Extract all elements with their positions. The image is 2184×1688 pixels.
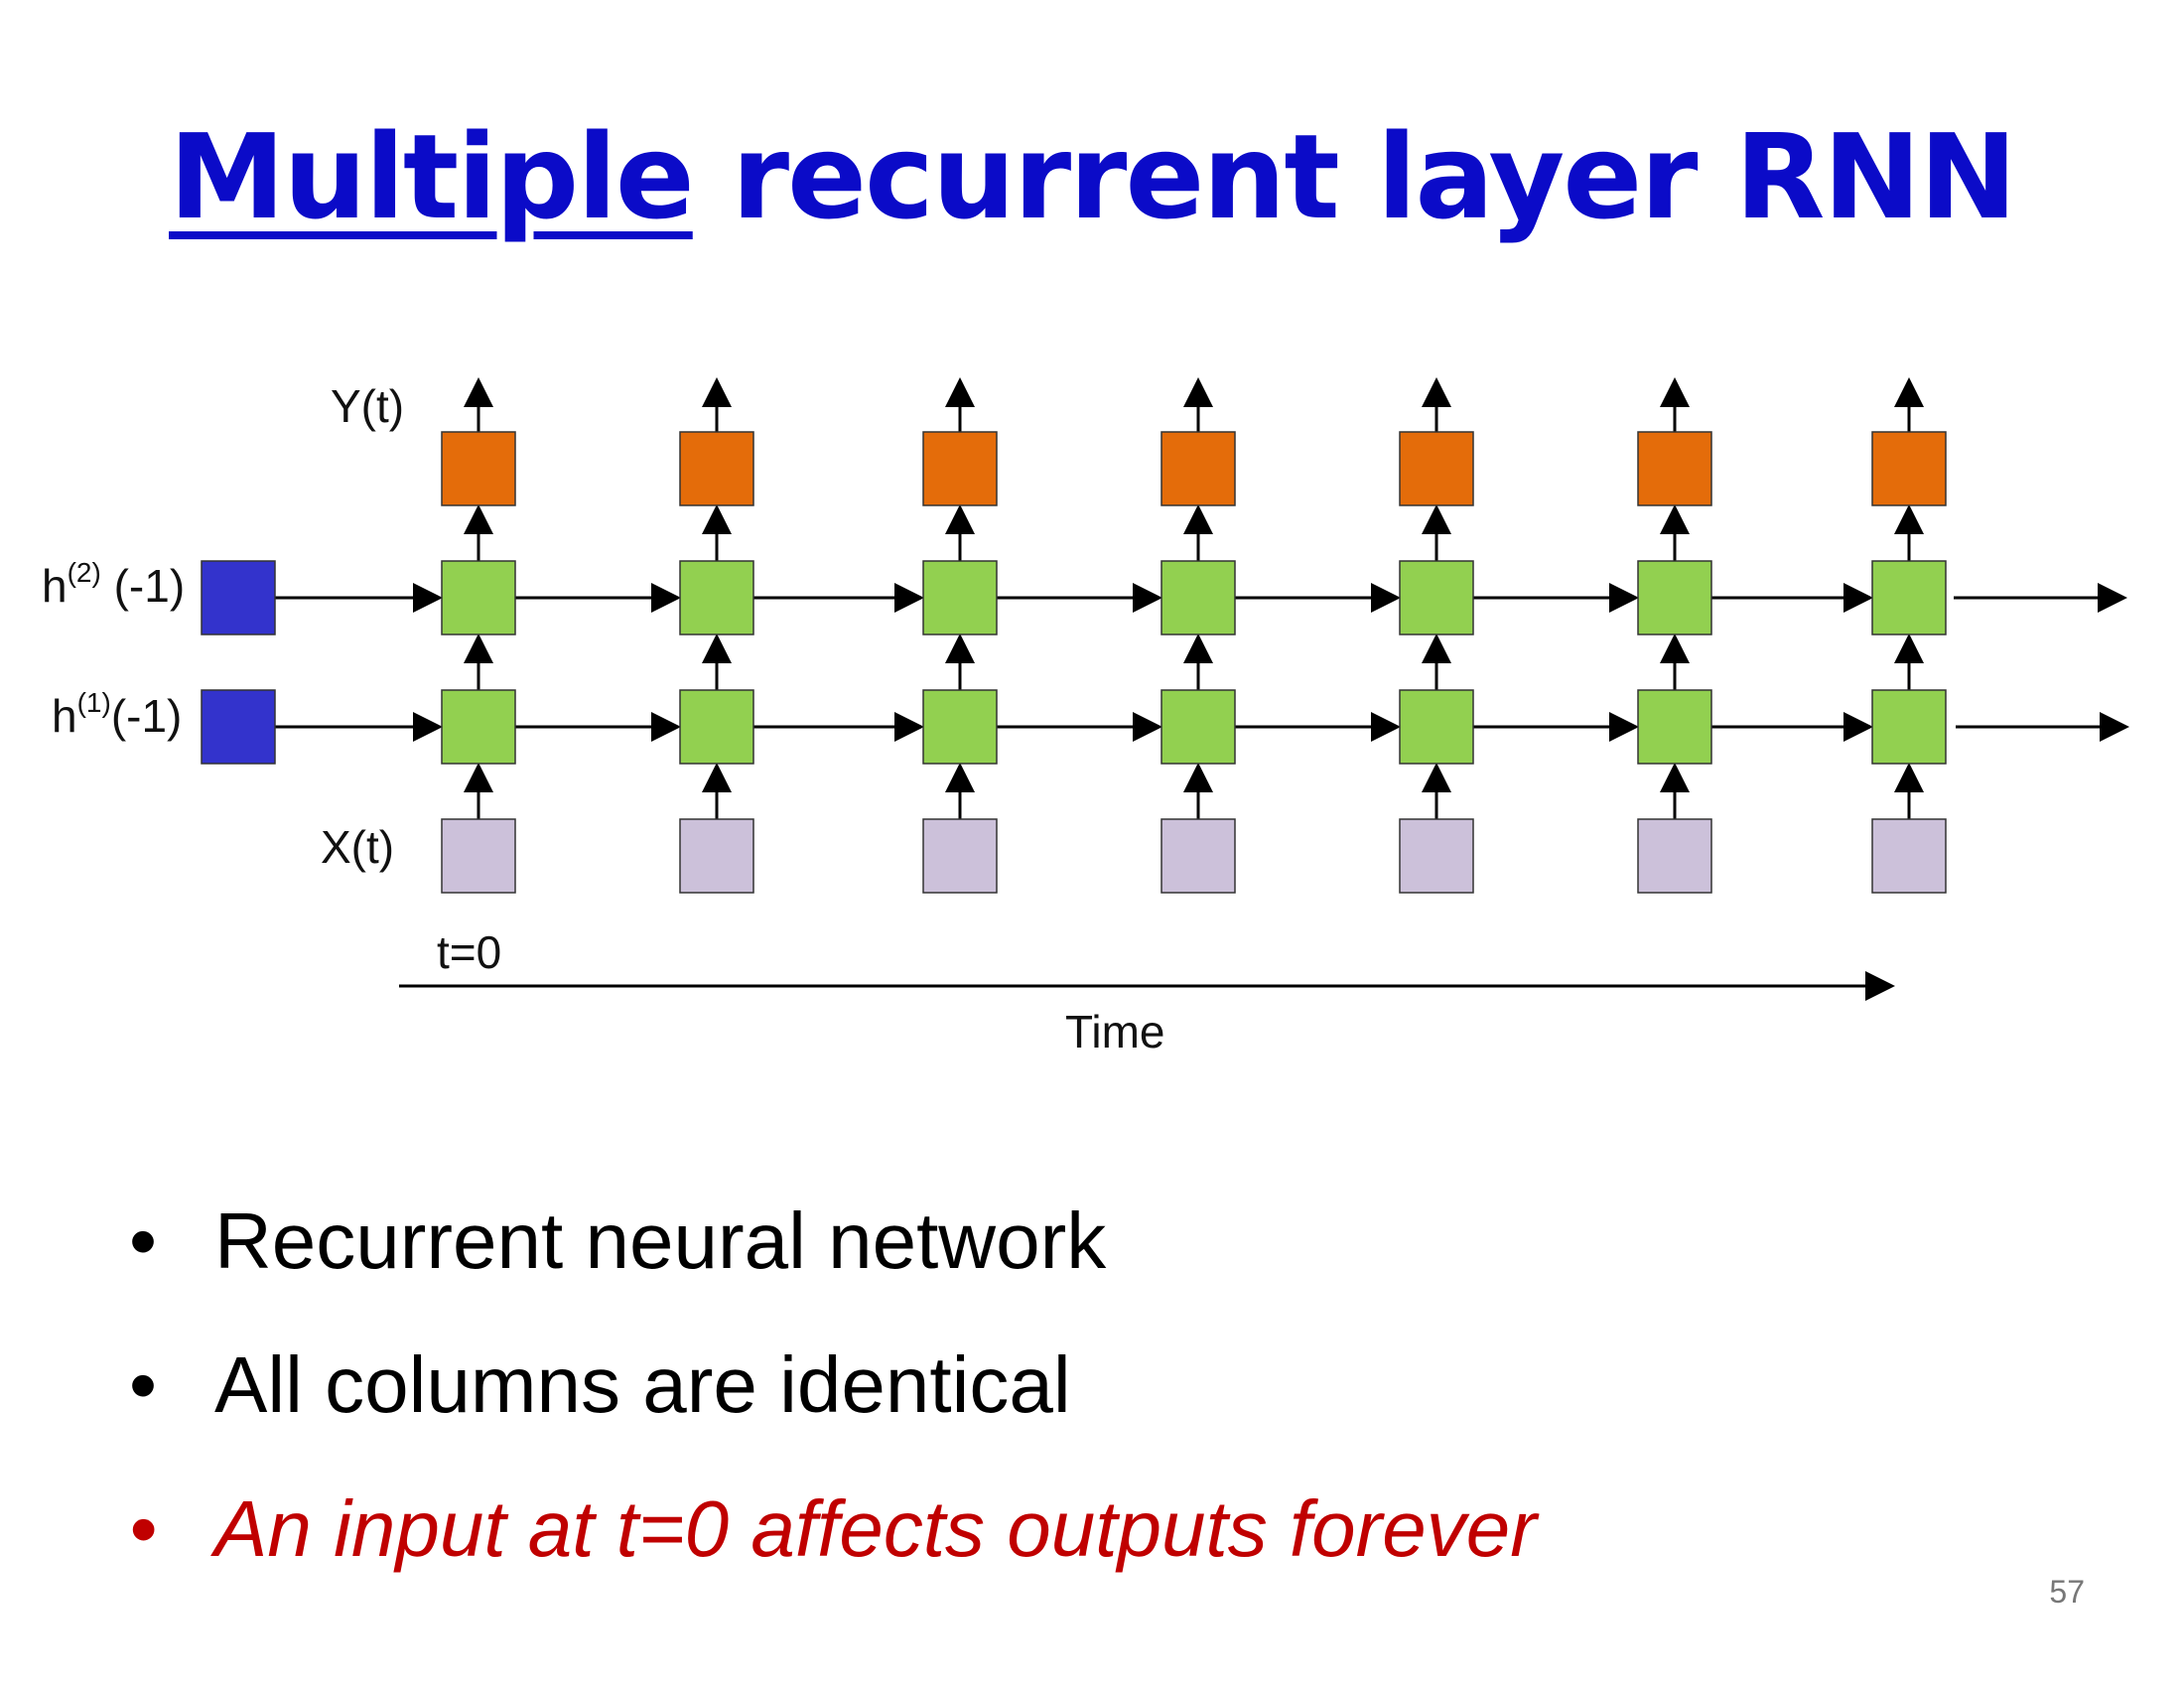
nodes [202, 432, 1946, 893]
h2-initial-label: $h^{(2)}$ (-1) [42, 557, 186, 612]
title-underlined-word: Multiple [169, 108, 693, 245]
h2-initial-state [202, 561, 275, 634]
h1-initial-label: $h^{(1)}(-1)$ [52, 687, 183, 742]
hidden-layer2-node [680, 561, 753, 634]
page-number: 57 [2049, 1574, 2085, 1610]
bullet-item [129, 1192, 2015, 1336]
hidden-layer1-node [1638, 690, 1711, 764]
bullet-item [129, 1479, 2015, 1623]
hidden-layer1-node [680, 690, 753, 764]
title-rest: recurrent layer RNN [692, 108, 2015, 245]
hidden-layer2-node [1400, 561, 1473, 634]
bullet-item [129, 1336, 2015, 1479]
t0-label: t=0 [437, 926, 502, 978]
hidden-layer2-node [442, 561, 515, 634]
input-node [1872, 819, 1946, 893]
hidden-layer1-node [1400, 690, 1473, 764]
bullet-dot: • [129, 1196, 158, 1285]
bullet-dot: • [129, 1340, 158, 1429]
bullet-dot: • [129, 1484, 158, 1573]
hidden-layer2-node [1872, 561, 1946, 634]
input-node [923, 819, 997, 893]
input-node [442, 819, 515, 893]
hidden-layer1-node [923, 690, 997, 764]
h1-initial-state [202, 690, 275, 764]
input-node [1161, 819, 1235, 893]
input-node [680, 819, 753, 893]
hidden-layer1-node [1872, 690, 1946, 764]
output-node [1872, 432, 1946, 505]
bullet-text: Recurrent neural network [214, 1196, 1107, 1285]
output-node [1638, 432, 1711, 505]
output-node [1400, 432, 1473, 505]
hidden-layer1-node [442, 690, 515, 764]
time-label: Time [1065, 1006, 1165, 1057]
hidden-layer2-node [1161, 561, 1235, 634]
hidden-layer2-node [1638, 561, 1711, 634]
bullet-text: An input at t=0 affects outputs forever [214, 1484, 1537, 1573]
input-node [1400, 819, 1473, 893]
output-node [923, 432, 997, 505]
input-node [1638, 819, 1711, 893]
output-node [1161, 432, 1235, 505]
output-label: Y(t) [331, 380, 405, 432]
output-node [680, 432, 753, 505]
hidden-layer2-node [923, 561, 997, 634]
bullet-list [129, 1192, 2015, 1623]
bullet-text: All columns are identical [214, 1340, 1071, 1429]
output-node [442, 432, 515, 505]
input-label: X(t) [321, 821, 395, 873]
hidden-layer1-node [1161, 690, 1235, 764]
